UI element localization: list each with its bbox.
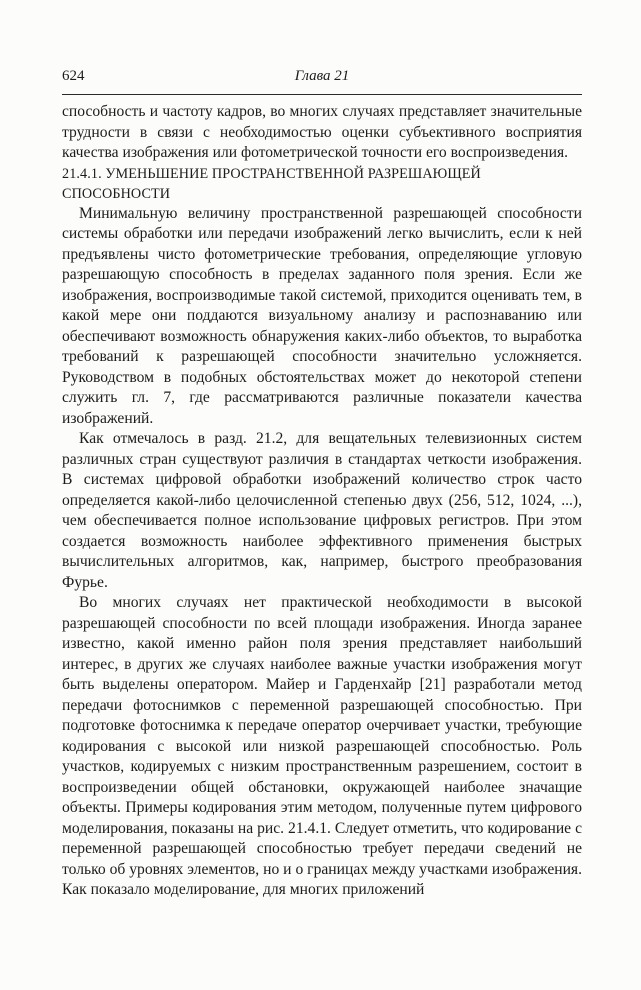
chapter-title: Глава 21 — [294, 68, 350, 84]
page-number: 624 — [62, 68, 85, 84]
continuation-paragraph: способность и частоту кадров, во многих случаях представляет значительные трудности в связи с необходимостью оценки субъективного восприятия качества изображения или фотометрической точности его воспроизведения. — [62, 103, 582, 161]
paragraph-1: Минимальную величину пространственной разрешающей способности системы обработки или передачи изображений легко вычислить, если к ней предъявлены чисто фотометрические требования, определяющие угловую разрешающую способность в пределах заданного поля зрения. Если же изображения, воспроизводимые такой системой, приходится оценивать тем, в какой мере они поддаются визуальному анализу и распознаванию или обеспечивают возможность обнаружения каких-либо объектов, то выработка требований к разрешающей способности значительно усложняется. Руководством в подобных обстоятельствах может до некоторой степени служить гл. 7, где рассматриваются различные показатели качества изображений. — [62, 204, 582, 427]
page-body — [62, 102, 582, 901]
book-page — [62, 62, 582, 901]
section-heading: 21.4.1. УМЕНЬШЕНИЕ ПРОСТРАНСТВЕННОЙ РАЗРЕШАЮЩЕЙ СПОСОБНОСТИ — [62, 165, 481, 202]
paragraph-2: Как отмечалось в разд. 21.2, для вещательных телевизионных систем различных стран существуют различия в стандартах четкости изображения. В системах цифровой обработки изображений количество строк часто определяется какой-либо целочисленной степенью двух (256, 512, 1024, ...), чем обеспечивается полное использование цифровых регистров. При этом создается возможность наиболее эффективного применения быстрых вычислительных алгоритмов, как, например, быстрого преобразования Фурье. — [62, 430, 582, 591]
paragraph-3: Во многих случаях нет практической необходимости в высокой разрешающей способности по всей площади изображения. Иногда заранее известно, какой именно район поля зрения представляет наибольший интерес, в других же случаях наиболее важные участки изображения могут быть выделены оператором. Майер и Гарденхайр [21] разработали метод передачи фотоснимков с переменной разрешающей способностью. При подготовке фотоснимка к передаче оператор очерчивает участки, требующие кодирования с высокой или низкой разрешающей способностью. Роль участков, кодируемых с низким пространственным разрешением, состоит в воспроизведении общей обстановки, окружающей наиболее значащие объекты. Примеры кодирования этим методом, полученные путем цифрового моделирования, показаны на рис. 21.4.1. Следует отметить, что кодирование с переменной разрешающей способностью требует передачи сведений не только об уровнях элементов, но и о границах между участками изображения. Как показало моделирование, для многих приложений — [62, 594, 582, 898]
running-head — [62, 62, 582, 86]
header-rule — [62, 94, 582, 95]
